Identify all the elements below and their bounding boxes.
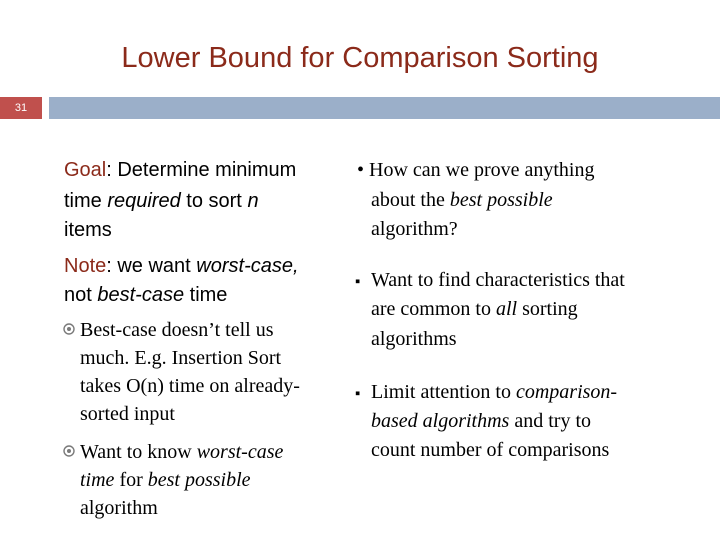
sub-bullet-1-line-1: Best-case doesn’t tell us [80, 319, 274, 341]
note-emphasis: best-case [97, 284, 185, 306]
goal-label: Goal [64, 159, 107, 181]
bullet-text: and try to [509, 410, 591, 432]
goal-text: : Determine minimum [106, 159, 297, 181]
bullet-2-line-3: count number of comparisons [371, 439, 610, 461]
bullet-1-line-3: algorithms [371, 328, 457, 350]
sub-bullet-2-line-1 [80, 438, 283, 466]
sub-bullet-emphasis: time [80, 469, 115, 491]
sub-bullet-1-line-2: much. E.g. Insertion Sort [80, 347, 282, 369]
question-line-2 [371, 186, 553, 214]
note-line-2 [64, 281, 227, 310]
sub-bullet-emphasis: worst-case [196, 441, 284, 463]
square-bullet-icon: ▪ [355, 386, 361, 402]
bullet-2-line-1 [371, 378, 617, 406]
goal-line-2 [64, 187, 259, 216]
sub-bullet-text: for [114, 469, 148, 491]
goal-line-1 [64, 156, 296, 185]
goal-text: to sort [180, 190, 248, 212]
bullet-2-line-2 [371, 407, 591, 435]
note-label: Note [64, 255, 107, 277]
square-bullet-icon: ▪ [355, 274, 361, 290]
bullet-text: Limit attention to [371, 381, 516, 403]
note-text: not [64, 284, 98, 306]
bullet-1-line-2 [371, 295, 578, 323]
slide-title: Lower Bound for Comparison Sorting [121, 42, 599, 74]
header-bar [49, 97, 720, 119]
bullet-text: are common to [371, 298, 496, 320]
sub-bullet-2-line-2 [80, 466, 251, 494]
bullet-emphasis: based algorithms [371, 410, 510, 432]
target-bullet-icon [63, 445, 75, 457]
question-line-1: How can we prove anything [369, 159, 595, 181]
sub-bullet-emphasis: best possible [147, 469, 251, 491]
bullet-emphasis: comparison- [515, 381, 618, 403]
sub-bullet-1-line-3: takes O(n) time on already- [80, 375, 300, 397]
slide-number: 31 [14, 102, 28, 114]
goal-variable: n [247, 190, 259, 212]
bullet-text: sorting [517, 298, 578, 320]
question-line-3: algorithm? [371, 218, 458, 240]
goal-emphasis: required [107, 190, 181, 212]
sub-bullet-text: Want to know [80, 441, 197, 463]
target-bullet-icon [63, 323, 75, 335]
question-text: about the [371, 189, 450, 211]
note-text: time [184, 284, 228, 306]
note-text: : we want [106, 255, 197, 277]
bullet-emphasis: all [495, 298, 518, 320]
sub-bullet-1-line-4: sorted input [80, 403, 175, 425]
goal-text: time [64, 190, 108, 212]
sub-bullet-2-line-3: algorithm [80, 497, 158, 519]
round-bullet-icon: • [357, 159, 365, 181]
goal-line-3: items [64, 219, 112, 241]
note-line-1 [64, 252, 299, 281]
question-emphasis: best possible [449, 189, 553, 211]
bullet-1-line-1: Want to find characteristics that [371, 269, 625, 291]
note-emphasis: worst-case, [196, 255, 299, 277]
